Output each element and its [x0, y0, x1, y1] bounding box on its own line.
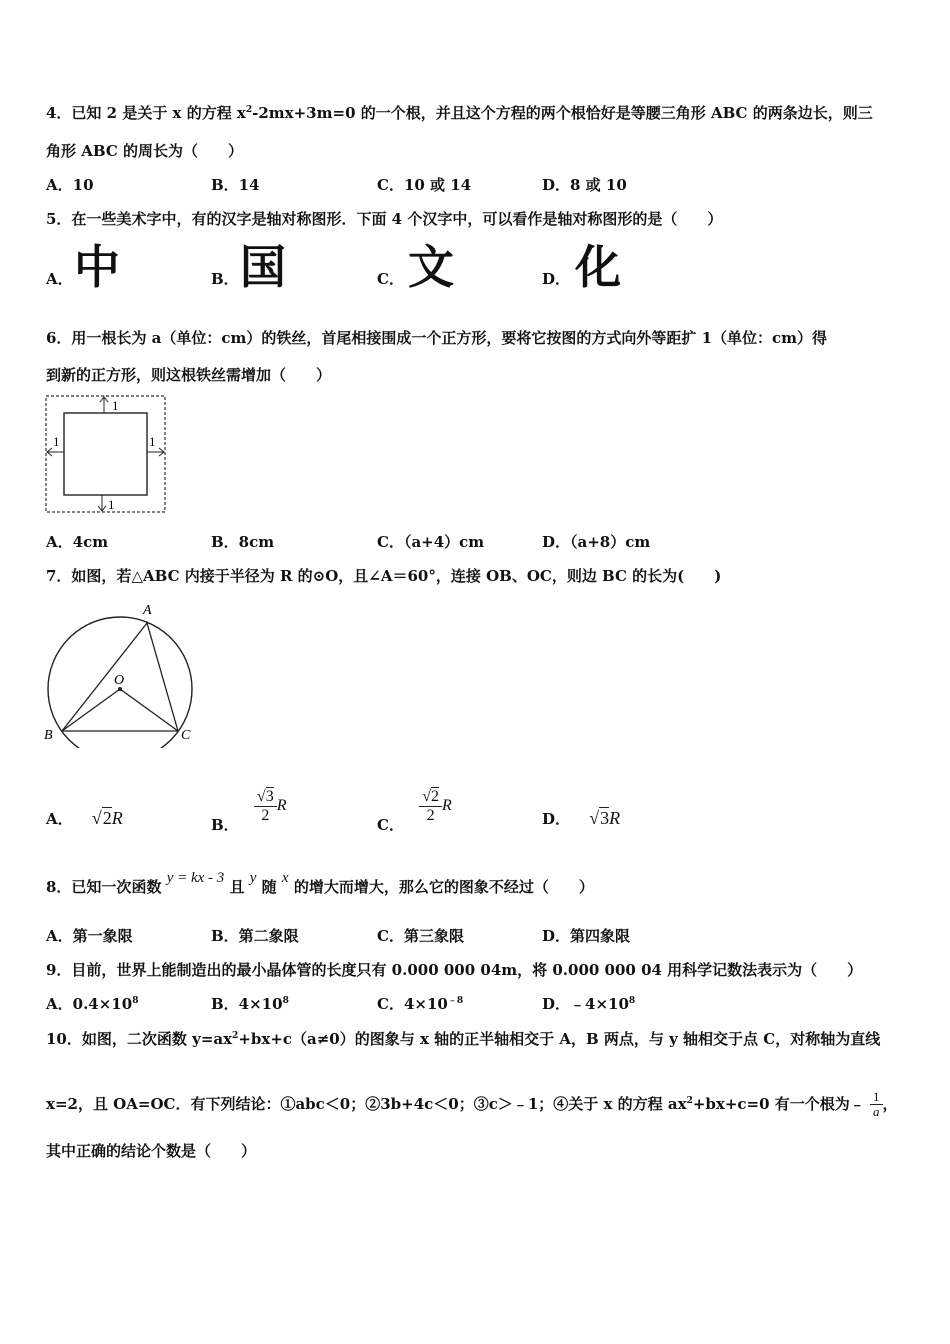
- q5-option-c-label: C．: [377, 270, 404, 288]
- label-top: 1: [112, 398, 119, 413]
- formula-y-kx-3: y = kx - 3: [166, 870, 225, 886]
- q6-option-c: C．（a+4）cm: [377, 533, 485, 551]
- q5-char-d: 化: [575, 240, 621, 294]
- q7-option-b: B． $\frac{√3}{2}$ R: [211, 788, 287, 835]
- label-b: B: [44, 728, 53, 743]
- label-bottom: 1: [108, 497, 115, 512]
- q8-stem: 8．已知一次函数 y = kx - 3 且 y 随 x 的增大而增大，那么它的图象不经过（ ）: [46, 870, 594, 896]
- q9-stem: 9．目前，世界上能制造出的最小晶体管的长度只有 0.000 000 04m，将 0.000 000 04 用科学记数法表示为（ ）: [46, 961, 863, 979]
- q7-option-c: C． $\frac{√2}{2}$ R: [377, 788, 452, 835]
- q6-option-a: A．4cm: [46, 533, 109, 551]
- q6-square-figure: [44, 394, 168, 516]
- q7-circle-figure: [40, 598, 205, 748]
- q4-option-a: A．10: [46, 176, 94, 194]
- q5-stem: 5．在一些美术字中，有的汉字是轴对称图形．下面 4 个汉字中，可以看作是轴对称图形的是（ ）: [46, 210, 723, 228]
- q8-option-a: A．第一象限: [46, 927, 133, 945]
- label-a: A: [143, 603, 152, 618]
- segment-ac: [147, 623, 178, 731]
- q4-option-c: C．10 或 14: [377, 176, 472, 194]
- q6-stem-line2: 到新的正方形，则这根铁丝需增加（ ）: [46, 366, 332, 384]
- sqrt-2-r: √2R: [91, 808, 123, 828]
- q10-stem-line3: 其中正确的结论个数是（ ）: [46, 1142, 257, 1160]
- sqrt-3-r: √3R: [589, 808, 621, 828]
- q6-option-b: B．8cm: [211, 533, 275, 551]
- q5-char-c: 文: [408, 240, 454, 294]
- label-o: O: [114, 673, 125, 688]
- q4-option-d: D．8 或 10: [542, 176, 627, 194]
- label-left: 1: [53, 434, 60, 449]
- q8-option-d: D．第四象限: [542, 927, 631, 945]
- q5-option-b-label: B．: [211, 270, 239, 288]
- q9-option-b: B．$4\times 10^8$: [211, 995, 289, 1013]
- q10-stem-line2: x=2，且 OA=OC．有下列结论：①abc＜0；②3b+4c＜0；③c＞﹣1；④关于 x 的方程 $ax^2+bx+c=0$ 有一个根为﹣ $\frac{1}{a}$ ，: [46, 1089, 898, 1120]
- fraction-sqrt2-over-2: $\frac{√2}{2}$: [419, 788, 442, 824]
- q10-stem-line1: 10．如图，二次函数 $y=ax^2+bx+c(a\ne 0)$的图象与 x 轴的正半轴相交于 A，B 两点，与 y 轴相交于点 C，对称轴为直线: [46, 1030, 881, 1048]
- q9-option-c: C．$4\times 10^{﹣8}$: [377, 995, 464, 1013]
- q8-option-c: C．第三象限: [377, 927, 464, 945]
- q7-option-d: D． √3R: [542, 808, 621, 828]
- q7-stem: 7．如图，若△ABC 内接于半径为 R 的⊙O，且∠A＝60°，连接 OB、OC，则边 BC 的长为( ): [46, 567, 722, 585]
- q5-option-d-label: D．: [542, 270, 571, 288]
- q5-option-a-label: A．: [46, 270, 73, 288]
- q9-option-a: A．$0.4\times 10^8$: [46, 995, 139, 1013]
- label-right: 1: [149, 434, 156, 449]
- inner-square: [64, 413, 147, 495]
- fraction-1-over-a: $\frac{1}{a}$: [870, 1090, 883, 1120]
- q4-option-b: B．14: [211, 176, 260, 194]
- label-c: C: [181, 728, 191, 743]
- q4-stem-line1: 4．已知 2 是关于 x 的方程 $x^2-2mx+3m=0$ 的一个根，并且这个方程的两个根恰好是等腰三角形 ABC 的两条边长，则三: [46, 104, 873, 122]
- q5-char-b: 国: [240, 240, 286, 294]
- q5-char-a: 中: [74, 240, 120, 294]
- segment-ob: [62, 689, 120, 731]
- var-x: x: [281, 870, 289, 886]
- var-y: y: [249, 870, 257, 886]
- q9-option-d: D．$﹣4\times 10^8$: [542, 995, 636, 1013]
- segment-ab: [62, 623, 147, 731]
- q4-stem-line2: 角形 ABC 的周长为（ ）: [46, 142, 243, 160]
- fraction-sqrt3-over-2: $\frac{√3}{2}$: [254, 788, 277, 824]
- q8-option-b: B．第二象限: [211, 927, 299, 945]
- segment-oc: [120, 689, 178, 731]
- q6-stem-line1: 6．用一根长为 a（单位：cm）的铁丝，首尾相接围成一个正方形，要将它按图的方式向外等距扩 1（单位：cm）得: [46, 329, 828, 347]
- q7-option-a: A． √2R: [46, 808, 123, 828]
- q6-option-d: D．（a+8）cm: [542, 533, 651, 551]
